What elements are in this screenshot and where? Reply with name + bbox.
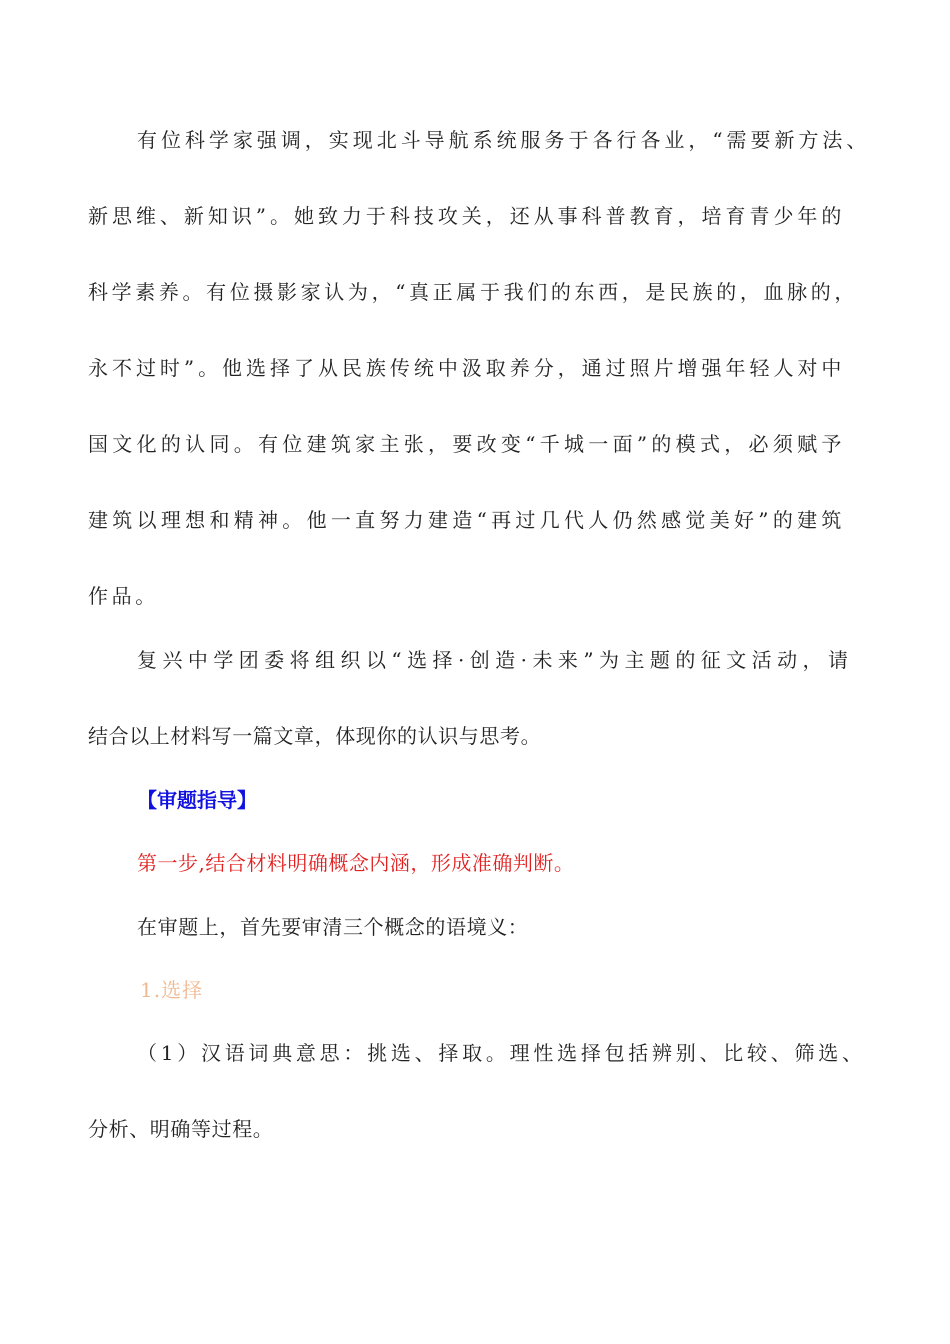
definition-line: （1）汉语词典意思：挑选、择取。理性选择包括辨别、比较、筛选、 [137, 1041, 862, 1065]
paragraph-line: 结合以上材料写一篇文章，体现你的认识与思考。 [88, 724, 542, 748]
paragraph-line: 作品。 [88, 584, 159, 608]
step-heading: 第一步,结合材料明确概念内涵，形成准确判断。 [137, 851, 575, 875]
guide-heading: 【审题指导】 [137, 788, 257, 812]
intro-text: 在审题上，首先要审清三个概念的语境义： [137, 915, 529, 939]
paragraph-line: 永不过时”。他选择了从民族传统中汲取养分，通过照片增强年轻人对中 [88, 356, 845, 380]
paragraph-line: 新思维、新知识”。她致力于科技攻关，还从事科普教育，培育青少年的 [88, 204, 845, 228]
definition-line: 分析、明确等过程。 [88, 1117, 274, 1141]
item-title: 1.选择 [140, 978, 204, 1002]
paragraph-line: 建筑以理想和精神。他一直努力建造“再过几代人仍然感觉美好”的建筑 [88, 508, 845, 532]
paragraph-line: 复兴中学团委将组织以“选择·创造·未来”为主题的征文活动，请 [137, 648, 848, 672]
paragraph-line: 国文化的认同。有位建筑家主张，要改变“千城一面”的模式，必须赋予 [88, 432, 845, 456]
paragraph-line: 科学素养。有位摄影家认为，“真正属于我们的东西，是民族的，血脉的， [88, 280, 858, 304]
paragraph-line: 有位科学家强调，实现北斗导航系统服务于各行各业，“需要新方法、 [137, 128, 870, 152]
